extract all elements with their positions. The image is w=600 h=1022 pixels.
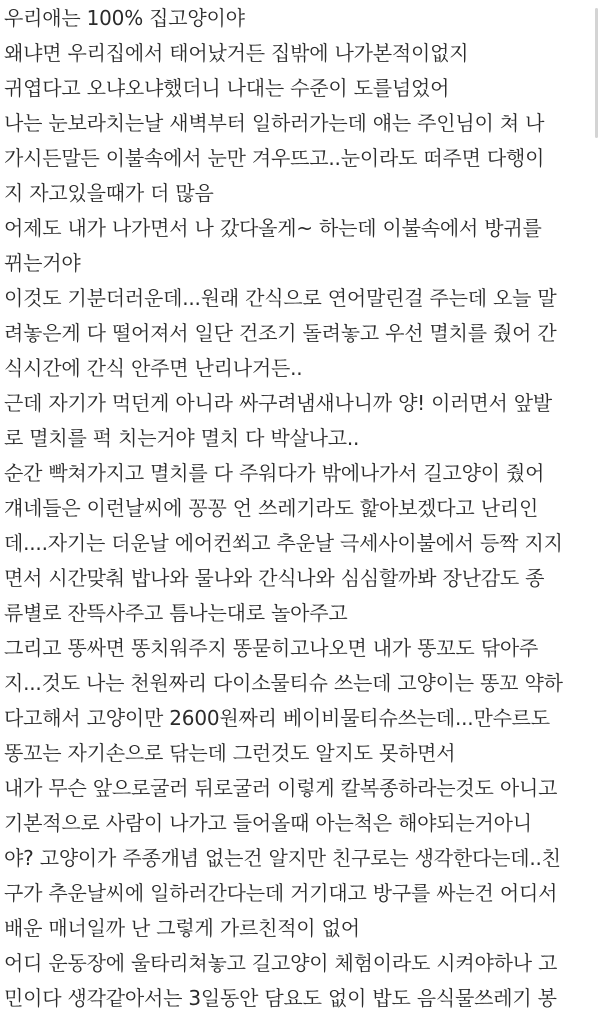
post-line: 내가 무슨 앞으로굴러 뒤로굴러 이렇게 칼복종하라는것도 아니고 — [4, 776, 558, 800]
post-line: 다고해서 고양이만 2600원짜리 베이비물티슈쓰는데...만수르도 — [4, 706, 550, 730]
post-line: 어제도 내가 나가면서 나 갔다올게~ 하는데 이불속에서 방귀를 — [4, 216, 542, 240]
post-line: 걔네들은 이런날씨에 꽁꽁 언 쓰레기라도 핥아보겠다고 난리인 — [4, 496, 539, 520]
post-line: 식시간에 간식 안주면 난리나거든.. — [4, 356, 303, 380]
post-line: 뀌는거야 — [4, 251, 81, 275]
post-line: 똥꼬는 자기손으로 닦는데 그런것도 알지도 못하면서 — [4, 741, 456, 765]
post-line: 지 자고있을때가 더 많음 — [4, 181, 214, 205]
post-line: 려놓은게 다 떨어져서 일단 건조기 돌려놓고 우선 멸치를 줬어 간 — [4, 321, 557, 345]
post-line: 근데 자기가 먹던게 아니라 싸구려냄새나니까 양! 이러면서 앞발 — [4, 391, 553, 415]
post-line: 민이다 생각같아서는 3일동안 담요도 없이 밥도 음식물쓰레기 봉 — [4, 986, 557, 1010]
post-line: 면서 시간맞춰 밥나와 물나와 간식나와 심심할까봐 장난감도 종 — [4, 566, 545, 590]
post-line: 지...것도 나는 천원짜리 다이소물티슈 쓰는데 고양이는 똥꼬 약하 — [4, 671, 563, 695]
post-line: 어디 운동장에 울타리쳐놓고 길고양이 체험이라도 시켜야하나 고 — [4, 951, 558, 975]
post-line: 류별로 잔뜩사주고 틈나는대로 놀아주고 — [4, 601, 348, 625]
scrollbar-thumb[interactable] — [595, 8, 598, 138]
post-line: 야? 고양이가 주종개념 없는건 알지만 친구로는 생각한다는데..친 — [4, 846, 561, 870]
post-line: 왜냐면 우리집에서 태어났거든 집밖에 나가본적이없지 — [4, 41, 469, 65]
post-line: 기본적으로 사람이 나가고 들어올때 아는척은 해야되는거아니 — [4, 811, 532, 835]
post-line: 로 멸치를 퍽 치는거야 멸치 다 박살나고.. — [4, 426, 360, 450]
post-line: 가시든말든 이불속에서 눈만 겨우뜨고..눈이라도 떠주면 다행이 — [4, 146, 545, 170]
post-line: 귀엽다고 오냐오냐했더니 나대는 수준이 도를넘었어 — [4, 76, 450, 100]
post-line: 순간 빡쳐가지고 멸치를 다 주워다가 밖에나가서 길고양이 줬어 — [4, 461, 545, 485]
post-line: 배운 매너일까 난 그렇게 가르친적이 없어 — [4, 916, 360, 940]
post-line: 나는 눈보라치는날 새벽부터 일하러가는데 얘는 주인님이 쳐 나 — [4, 111, 545, 135]
post-line: 우리애는 100% 집고양이야 — [4, 6, 245, 30]
post-line: 구가 추운날씨에 일하러간다는데 거기대고 방구를 싸는건 어디서 — [4, 881, 558, 905]
post-line: 데....자기는 더운날 에어컨쐬고 추운날 극세사이불에서 등짝 지지 — [4, 531, 563, 555]
post-line: 이것도 기분더러운데...원래 간식으로 연어말린걸 주는데 오늘 말 — [4, 286, 557, 310]
post-line: 그리고 똥싸면 똥치워주지 똥묻히고나오면 내가 똥꼬도 닦아주 — [4, 636, 539, 660]
